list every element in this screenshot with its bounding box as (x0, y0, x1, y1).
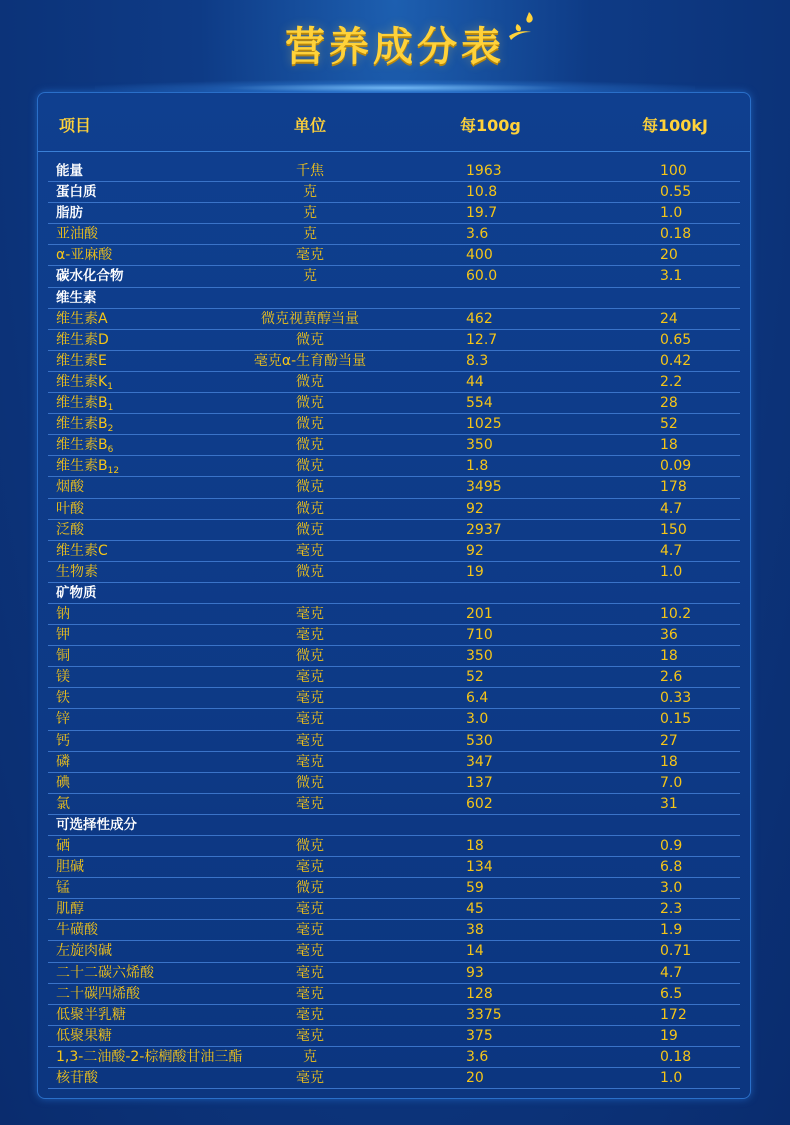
table-row: 钠 毫克 201 10.2 (48, 604, 740, 625)
row-per-100g: 3495 (466, 479, 502, 496)
table-row: 维生素C 毫克 92 4.7 (48, 541, 740, 562)
row-name: 锌 (56, 711, 70, 728)
row-per-100kj: 0.42 (660, 352, 692, 369)
row-name: 泛酸 (56, 521, 84, 538)
row-name: 磷 (56, 753, 70, 770)
row-name: 核苷酸 (56, 1070, 98, 1087)
milk-drops-icon (507, 10, 541, 44)
row-per-100g: 93 (466, 964, 484, 981)
row-name: 胆碱 (56, 859, 84, 876)
row-per-100kj: 1.0 (660, 563, 683, 580)
row-name: 能量 (56, 163, 83, 179)
table-row: 锌 毫克 3.0 0.15 (48, 709, 740, 730)
row-per-100g: 400 (466, 247, 493, 264)
row-name: 牛磺酸 (56, 922, 98, 939)
row-per-100g: 375 (466, 1027, 493, 1044)
table-row: 牛磺酸 毫克 38 1.9 (48, 920, 740, 941)
table-row: 肌醇 毫克 45 2.3 (48, 899, 740, 920)
table-row: 钙 毫克 530 27 (48, 731, 740, 752)
table-row: 泛酸 微克 2937 150 (48, 520, 740, 541)
row-per-100kj: 150 (660, 521, 687, 538)
row-name: 肌醇 (56, 901, 84, 918)
row-name: 可选择性成分 (56, 816, 137, 833)
page-title (285, 14, 505, 80)
table-row: 二十碳四烯酸 毫克 128 6.5 (48, 984, 740, 1005)
row-name: 碘 (56, 774, 70, 791)
table-row: 胆碱 毫克 134 6.8 (48, 857, 740, 878)
table-row: 低聚半乳糖 毫克 3375 172 (48, 1005, 740, 1026)
row-per-100g: 92 (466, 542, 484, 559)
row-per-100g: 6.4 (466, 690, 489, 707)
row-per-100kj: 100 (660, 163, 687, 179)
section-row (48, 288, 740, 309)
row-name: 1,3-二油酸-2-棕榈酸甘油三酯 (56, 1048, 243, 1065)
table-row: 维生素$B_{12}$ 微克 1.8 0.09 (48, 456, 740, 477)
table-row: 二十二碳六烯酸 毫克 93 4.7 (48, 963, 740, 984)
table-row: 钾 毫克 710 36 (48, 625, 740, 646)
row-name: 维生素C (56, 542, 108, 559)
row-per-100g: 59 (466, 880, 484, 897)
table-row: 碳水化合物 克 60.0 3.1 (48, 266, 740, 287)
row-per-100g: 134 (466, 859, 493, 876)
row-per-100g: 710 (466, 627, 493, 644)
row-per-100g: 8.3 (466, 352, 489, 369)
row-name: 维生素$B_6$ (56, 437, 114, 456)
table-row: 蛋白质 克 10.8 0.55 (48, 182, 740, 203)
header-per-100kj: 每100kJ (642, 116, 708, 135)
row-per-100g: 52 (466, 669, 484, 686)
table-row: 脂肪 克 19.7 1.0 (48, 203, 740, 224)
row-per-100g: 602 (466, 795, 493, 812)
row-per-100g: 10.8 (466, 184, 498, 201)
row-per-100kj: 20 (660, 247, 678, 264)
row-name: 维生素 (56, 289, 97, 306)
row-per-100kj: 178 (660, 479, 687, 496)
row-per-100g: 128 (466, 985, 493, 1002)
row-per-100g: 2937 (466, 521, 502, 538)
table-row: 铁 毫克 6.4 0.33 (48, 688, 740, 709)
row-per-100g: 19 (466, 563, 484, 580)
row-per-100kj: 19 (660, 1027, 678, 1044)
row-per-100kj: 0.33 (660, 690, 692, 707)
table-row: 铜 微克 350 18 (48, 646, 740, 667)
row-per-100g: 3375 (466, 1006, 502, 1023)
row-name: 钠 (56, 605, 70, 622)
row-per-100kj: 1.0 (660, 1070, 683, 1087)
row-per-100kj: 2.2 (660, 373, 683, 390)
table-row: 左旋肉碱 毫克 14 0.71 (48, 941, 740, 962)
row-name: 维生素$B_{12}$ (56, 458, 120, 477)
row-per-100kj: 10.2 (660, 605, 692, 622)
row-name: 铜 (56, 648, 70, 665)
table-row: 镁 毫克 52 2.6 (48, 667, 740, 688)
row-per-100g: 18 (466, 838, 484, 854)
row-per-100g: 20 (466, 1070, 484, 1087)
row-per-100g: 347 (466, 753, 493, 770)
header-per-100g: 每100g (460, 116, 521, 135)
row-name: 钾 (56, 627, 70, 644)
table-header (38, 93, 750, 152)
row-name: 维生素$B_2$ (56, 416, 114, 435)
table-row: 维生素D 微克 12.7 0.65 (48, 330, 740, 351)
row-per-100kj: 18 (660, 648, 678, 665)
row-name: 左旋肉碱 (56, 943, 112, 960)
row-per-100g: 12.7 (466, 331, 498, 348)
table-row: 维生素A 微克视黄醇当量 462 24 (48, 309, 740, 330)
table-row: α-亚麻酸 毫克 400 20 (48, 245, 740, 266)
table-row: 锰 微克 59 3.0 (48, 878, 740, 899)
row-name: 锰 (56, 880, 70, 897)
row-name: 铁 (56, 690, 70, 707)
table-row: 低聚果糖 毫克 375 19 (48, 1026, 740, 1047)
row-per-100g: 14 (466, 943, 484, 960)
row-per-100g: 137 (466, 774, 493, 791)
table-row: 硒 微克 18 0.9 (48, 836, 740, 857)
table-row: 维生素E 毫克α-生育酚当量 8.3 0.42 (48, 351, 740, 372)
table-row: 生物素 微克 19 1.0 (48, 562, 740, 583)
table-row: 亚油酸 克 3.6 0.18 (48, 224, 740, 245)
row-name: 硒 (56, 838, 70, 854)
section-row (48, 583, 740, 604)
row-per-100g: 19.7 (466, 205, 498, 222)
row-per-100kj: 1.9 (660, 922, 683, 939)
row-per-100kj: 3.0 (660, 880, 683, 897)
table-row: 叶酸 微克 92 4.7 (48, 499, 740, 520)
row-name: α-亚麻酸 (56, 247, 113, 264)
header-item: 项目 (59, 116, 92, 135)
row-per-100g: 1025 (466, 416, 502, 433)
row-name: 镁 (56, 669, 70, 686)
table-row: 烟酸 微克 3495 178 (48, 477, 740, 498)
row-per-100kj: 0.18 (660, 1048, 692, 1065)
row-name: 低聚果糖 (56, 1027, 112, 1044)
row-per-100g: 1963 (466, 163, 502, 179)
row-per-100kj: 1.0 (660, 205, 683, 222)
title-area (0, 14, 790, 84)
row-per-100kj: 6.5 (660, 985, 683, 1002)
table-row: 1,3-二油酸-2-棕榈酸甘油三酯 克 3.6 0.18 (48, 1047, 740, 1068)
row-per-100g: 38 (466, 922, 484, 939)
row-per-100kj: 18 (660, 753, 678, 770)
row-name: 脂肪 (56, 205, 83, 222)
row-per-100kj: 52 (660, 416, 678, 433)
row-per-100kj: 0.18 (660, 226, 692, 243)
row-per-100g: 350 (466, 648, 493, 665)
row-per-100kj: 0.55 (660, 184, 692, 201)
row-per-100kj: 4.7 (660, 542, 683, 559)
row-per-100kj: 0.9 (660, 838, 683, 854)
row-per-100kj: 2.3 (660, 901, 683, 918)
table-row: 磷 毫克 347 18 (48, 752, 740, 773)
row-per-100g: 44 (466, 373, 484, 390)
table-row: 氯 毫克 602 31 (48, 794, 740, 815)
row-name: 维生素D (56, 331, 109, 348)
table-row: 维生素$B_6$ 微克 350 18 (48, 435, 740, 456)
row-name: 矿物质 (56, 584, 97, 601)
table-row: 维生素$B_1$ 微克 554 28 (48, 393, 740, 414)
page-title-text: 营养成分表 (285, 24, 505, 70)
row-per-100g: 350 (466, 437, 493, 454)
row-name: 维生素$K_1$ (56, 373, 113, 392)
row-per-100kj: 4.7 (660, 964, 683, 981)
row-per-100kj: 18 (660, 437, 678, 454)
row-per-100kj: 24 (660, 310, 678, 327)
table-row: 能量 千焦 1963 100 (48, 161, 740, 182)
table-row: 核苷酸 毫克 20 1.0 (48, 1068, 740, 1089)
row-name: 叶酸 (56, 500, 84, 517)
table-body (48, 161, 740, 1089)
table-row: 维生素$K_1$ 微克 44 2.2 (48, 372, 740, 393)
row-per-100kj: 7.0 (660, 774, 683, 791)
row-name: 碳水化合物 (56, 268, 124, 285)
table-row: 碘 微克 137 7.0 (48, 773, 740, 794)
row-per-100g: 60.0 (466, 268, 498, 285)
row-per-100kj: 172 (660, 1006, 687, 1023)
row-name: 钙 (56, 732, 70, 749)
row-per-100g: 92 (466, 500, 484, 517)
row-name: 低聚半乳糖 (56, 1006, 126, 1023)
row-per-100kj: 31 (660, 795, 678, 812)
row-per-100g: 3.0 (466, 711, 489, 728)
row-per-100g: 201 (466, 605, 493, 622)
row-per-100kj: 0.71 (660, 943, 692, 960)
row-name: 亚油酸 (56, 226, 98, 243)
row-name: 维生素A (56, 310, 108, 327)
row-per-100kj: 0.65 (660, 331, 692, 348)
row-name: 蛋白质 (56, 184, 97, 201)
row-per-100g: 45 (466, 901, 484, 918)
row-per-100g: 3.6 (466, 1048, 489, 1065)
row-per-100g: 1.8 (466, 458, 489, 475)
row-per-100kj: 36 (660, 627, 678, 644)
row-name: 二十碳四烯酸 (56, 985, 140, 1002)
row-per-100kj: 2.6 (660, 669, 683, 686)
row-per-100kj: 28 (660, 395, 678, 412)
row-name: 生物素 (56, 563, 98, 580)
row-name: 二十二碳六烯酸 (56, 964, 154, 981)
row-per-100kj: 27 (660, 732, 678, 749)
table-row: 维生素$B_2$ 微克 1025 52 (48, 414, 740, 435)
row-per-100g: 530 (466, 732, 493, 749)
header-unit: 单位 (294, 116, 327, 135)
section-row (48, 815, 740, 836)
row-per-100kj: 0.15 (660, 711, 692, 728)
row-name: 维生素E (56, 352, 107, 369)
row-name: 氯 (56, 795, 70, 812)
row-per-100kj: 3.1 (660, 268, 683, 285)
row-per-100g: 554 (466, 395, 493, 412)
row-name: 维生素$B_1$ (56, 395, 114, 414)
row-per-100kj: 4.7 (660, 500, 683, 517)
row-name: 烟酸 (56, 479, 84, 496)
row-per-100g: 3.6 (466, 226, 489, 243)
nutrition-table (37, 92, 751, 1099)
row-per-100kj: 0.09 (660, 458, 692, 475)
row-per-100kj: 6.8 (660, 859, 683, 876)
row-per-100g: 462 (466, 310, 493, 327)
